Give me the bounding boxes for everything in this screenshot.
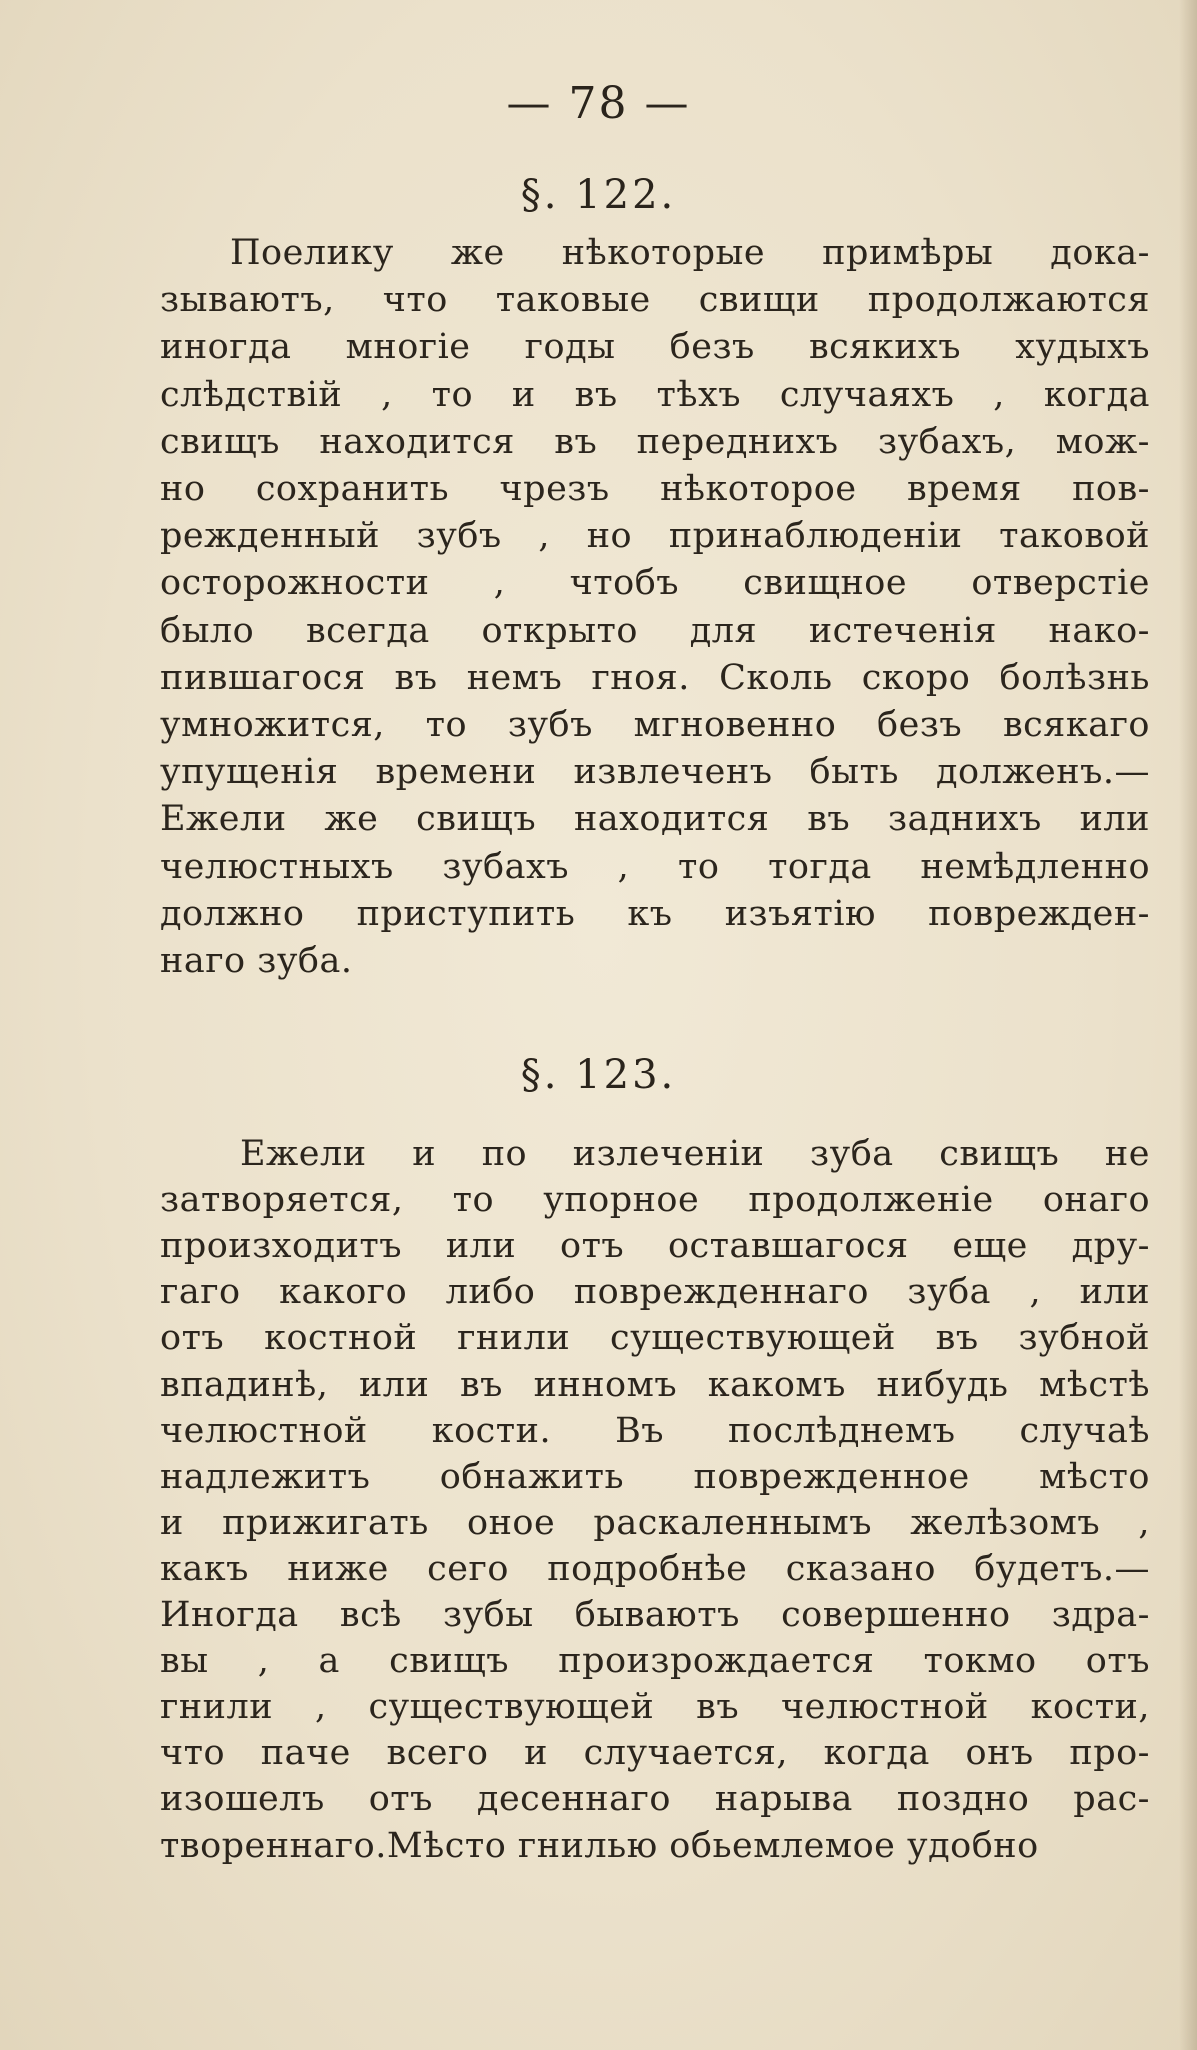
text-line-content: вы , а свищъ произрождается токмо отъ [160,1641,1150,1682]
text-line-content: затворяется, то упорное продолженіе онаго [160,1180,1151,1221]
text-line-content: упущенія времени извлеченъ быть долженъ.— [160,752,1150,793]
text-line-content: гнили , существующей въ челюстной кости, [160,1687,1151,1728]
text-line-content: какъ ниже сего подробнѣе сказано будетъ.— [160,1548,1150,1589]
section-heading-123: §. 123. [520,1052,677,1098]
text-line-content: но сохранить чрезъ нѣкоторое время пов- [160,469,1151,509]
text-line-content: челюстныхъ зубахъ , то тогда немѣдленно [160,846,1151,887]
text-line-content: должно приступить къ изъятію поврежден- [160,893,1150,934]
text-line-content: впадинѣ, или въ инномъ какомъ нибудь мѣстѣ [160,1364,1151,1405]
text-line-content: слѣдствій , то и въ тѣхъ случаяхъ , когда [160,374,1151,415]
text-line-content: изошелъ отъ десеннаго нарыва поздно рас- [160,1779,1150,1820]
section-heading-122: §. 122. [520,172,677,218]
text-line-content: произходитъ или отъ оставшагося еще дру- [160,1226,1151,1267]
page-edge-shadow [1179,0,1197,2050]
text-line-content: иногда многіе годы безъ всякихъ худыхъ [160,327,1150,368]
text-line-content: умножится, то зубъ мгновенно безъ всякаго [160,705,1150,745]
text-line-content: осторожности , чтобъ свищное отверстіе [160,563,1150,604]
text-line-content: твореннаго.Мѣсто гнилью обьемлемое удобно [160,1825,1039,1866]
text-line-content: свищъ находится въ переднихъ зубахъ, мож- [160,421,1151,462]
text-line-content: режденный зубъ , но принаблюденіи таковой [160,516,1150,557]
text-line-content: было всегда открыто для истеченія нако- [160,610,1150,651]
text-line-content: гаго какого либо поврежденнаго зуба , или [160,1272,1151,1313]
text-line-content: отъ костной гнили существующей въ зубной [160,1318,1150,1359]
text-line-content: надлежитъ обнажить поврежденное мѣсто [160,1456,1150,1497]
text-line-content: Поелику же нѣкоторые примѣры дока- [230,233,1150,273]
text-line-content: Ежели и по излеченіи зуба свищъ не [240,1134,1150,1174]
text-line-content: что паче всего и случается, когда онъ про- [160,1733,1150,1774]
text-line-content: пившагося въ немъ гноя. Сколь скоро болѣзнь [160,657,1150,698]
text-line-content: челюстной кости. Въ послѣднемъ случаѣ [160,1410,1151,1451]
text-line-content: Ежели же свищъ находится въ заднихъ или [160,799,1150,840]
text-line-content: и прижигать оное раскаленнымъ желѣзомъ , [160,1502,1150,1543]
text-line-content: наго зуба. [160,941,353,981]
text-line-content: зываютъ, что таковые свищи продолжаются [160,280,1150,321]
text-line-content: Иногда всѣ зубы бываютъ совершенно здра- [160,1595,1150,1635]
page-number: — 78 — [506,78,691,129]
